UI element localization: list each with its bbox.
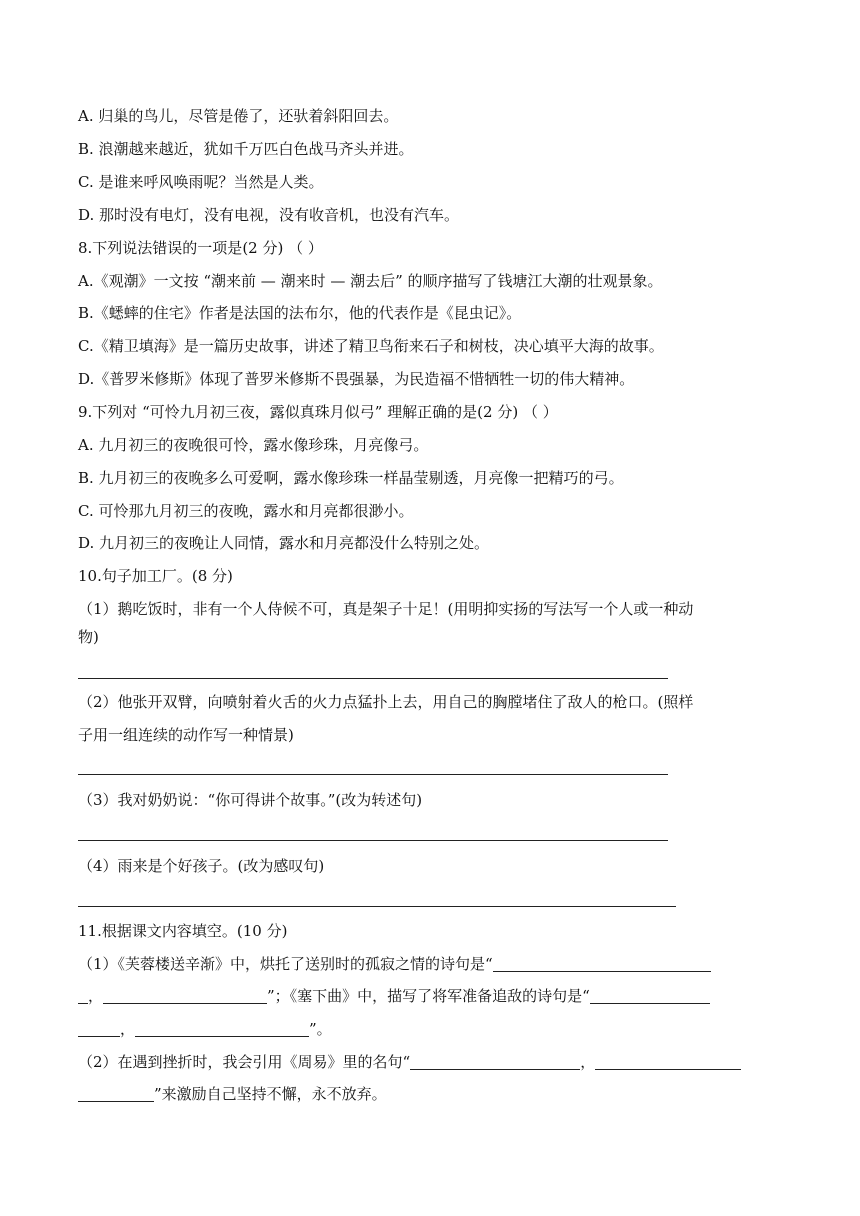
q10-stem: 10.句子加工厂。(8 分) — [78, 567, 233, 585]
q8-option-a: A.《观潮》一文按 “潮来前 — 潮来时 — 潮去后” 的顺序描写了钱塘江大潮的壮观景象。 — [78, 272, 663, 290]
q11-part-1-mid: ”；《塞下曲》中，描写了将军准备追敌的诗句是“ — [267, 987, 590, 1005]
q10-item-2-line2: 子用一组连续的动作写一种情景) — [78, 726, 294, 744]
q8-option-d: D.《普罗米修斯》体现了普罗米修斯不畏强暴，为民造福不惜牺牲一切的伟大精神。 — [78, 370, 635, 388]
q10-item-4: （4）雨来是个好孩子。(改为感叹句) — [78, 857, 325, 875]
q11-blank-6-cont[interactable] — [78, 1085, 154, 1102]
q9-stem: 9.下列对 “可怜九月初三夜，露似真珠月似弓” 理解正确的是(2 分) （ ） — [78, 403, 558, 421]
q11-blank-1-cont[interactable] — [78, 987, 88, 1004]
q9-option-c: C. 可怜那九月初三的夜晚，露水和月亮都很渺小。 — [78, 502, 414, 520]
q11-part-2-prompt: （2）在遇到挫折时，我会引用《周易》里的名句“ — [78, 1053, 411, 1071]
q7-option-d: D. 那时没有电灯，没有电视，没有收音机，也没有汽车。 — [78, 206, 460, 224]
q11-comma-2: ， — [120, 1020, 136, 1038]
q11-part-1-end: ”。 — [309, 1020, 332, 1038]
q10-item-4-answer-line[interactable] — [78, 906, 676, 907]
q10-item-1-line1: （1）鹅吃饭时，非有一个人侍候不可，真是架子十足！(用明抑实扬的写法写一个人或一种动 — [78, 600, 694, 618]
q11-blank-3[interactable] — [590, 987, 710, 1004]
q11-comma-1: ， — [88, 987, 104, 1005]
q11-part-2-end: ”来激励自己坚持不懈，永不放弃。 — [154, 1085, 387, 1103]
q11-part-1-prompt: （1）《芙蓉楼送辛渐》中，烘托了送别时的孤寂之情的诗句是“ — [78, 955, 493, 973]
q11-blank-3-cont[interactable] — [78, 1020, 120, 1037]
q8-stem: 8.下列说法错误的一项是(2 分) （ ） — [78, 239, 323, 257]
q11-stem: 11.根据课文内容填空。(10 分) — [78, 922, 288, 940]
q11-blank-6[interactable] — [595, 1053, 741, 1070]
q11-blank-2[interactable] — [103, 987, 267, 1004]
q10-item-2-line1: （2）他张开双臂，向喷射着火舌的火力点猛扑上去，用自己的胸膛堵住了敌人的枪口。(照样 — [78, 693, 694, 711]
q10-item-2-answer-line[interactable] — [78, 774, 668, 775]
q9-option-b: B. 九月初三的夜晚多么可爱啊，露水像珍珠一样晶莹剔透，月亮像一把精巧的弓。 — [78, 469, 624, 487]
q11-part-1-line3 — [78, 1018, 332, 1040]
q10-item-1-line2: 物) — [78, 628, 99, 646]
q8-option-b: B.《蟋蟀的住宅》作者是法国的法布尔，他的代表作是《昆虫记》。 — [78, 304, 522, 322]
q11-blank-1[interactable] — [493, 955, 711, 972]
q9-option-a: A. 九月初三的夜晚很可怜，露水像珍珠，月亮像弓。 — [78, 436, 429, 454]
q11-blank-5[interactable] — [410, 1053, 580, 1070]
q7-option-a: A. 归巢的鸟儿，尽管是倦了，还驮着斜阳回去。 — [78, 107, 399, 125]
q11-part-1-line2 — [78, 985, 710, 1007]
q11-part-1-line1 — [78, 953, 711, 975]
q7-option-c: C. 是谁来呼风唤雨呢？当然是人类。 — [78, 173, 324, 191]
q11-comma-3: ， — [580, 1053, 596, 1071]
q7-option-b: B. 浪潮越来越近，犹如千万匹白色战马齐头并进。 — [78, 140, 414, 158]
q10-item-3-answer-line[interactable] — [78, 840, 668, 841]
q10-item-3: （3）我对奶奶说：“你可得讲个故事。”(改为转述句) — [78, 791, 423, 809]
q11-part-2-line2 — [78, 1083, 387, 1105]
q9-option-d: D. 九月初三的夜晚让人同情，露水和月亮都没什么特别之处。 — [78, 534, 490, 552]
q8-option-c: C.《精卫填海》是一篇历史故事，讲述了精卫鸟衔来石子和树枝，决心填平大海的故事。 — [78, 337, 664, 355]
q11-blank-4[interactable] — [135, 1020, 309, 1037]
q11-part-2-line1 — [78, 1051, 741, 1073]
q10-item-1-answer-line[interactable] — [78, 678, 668, 679]
